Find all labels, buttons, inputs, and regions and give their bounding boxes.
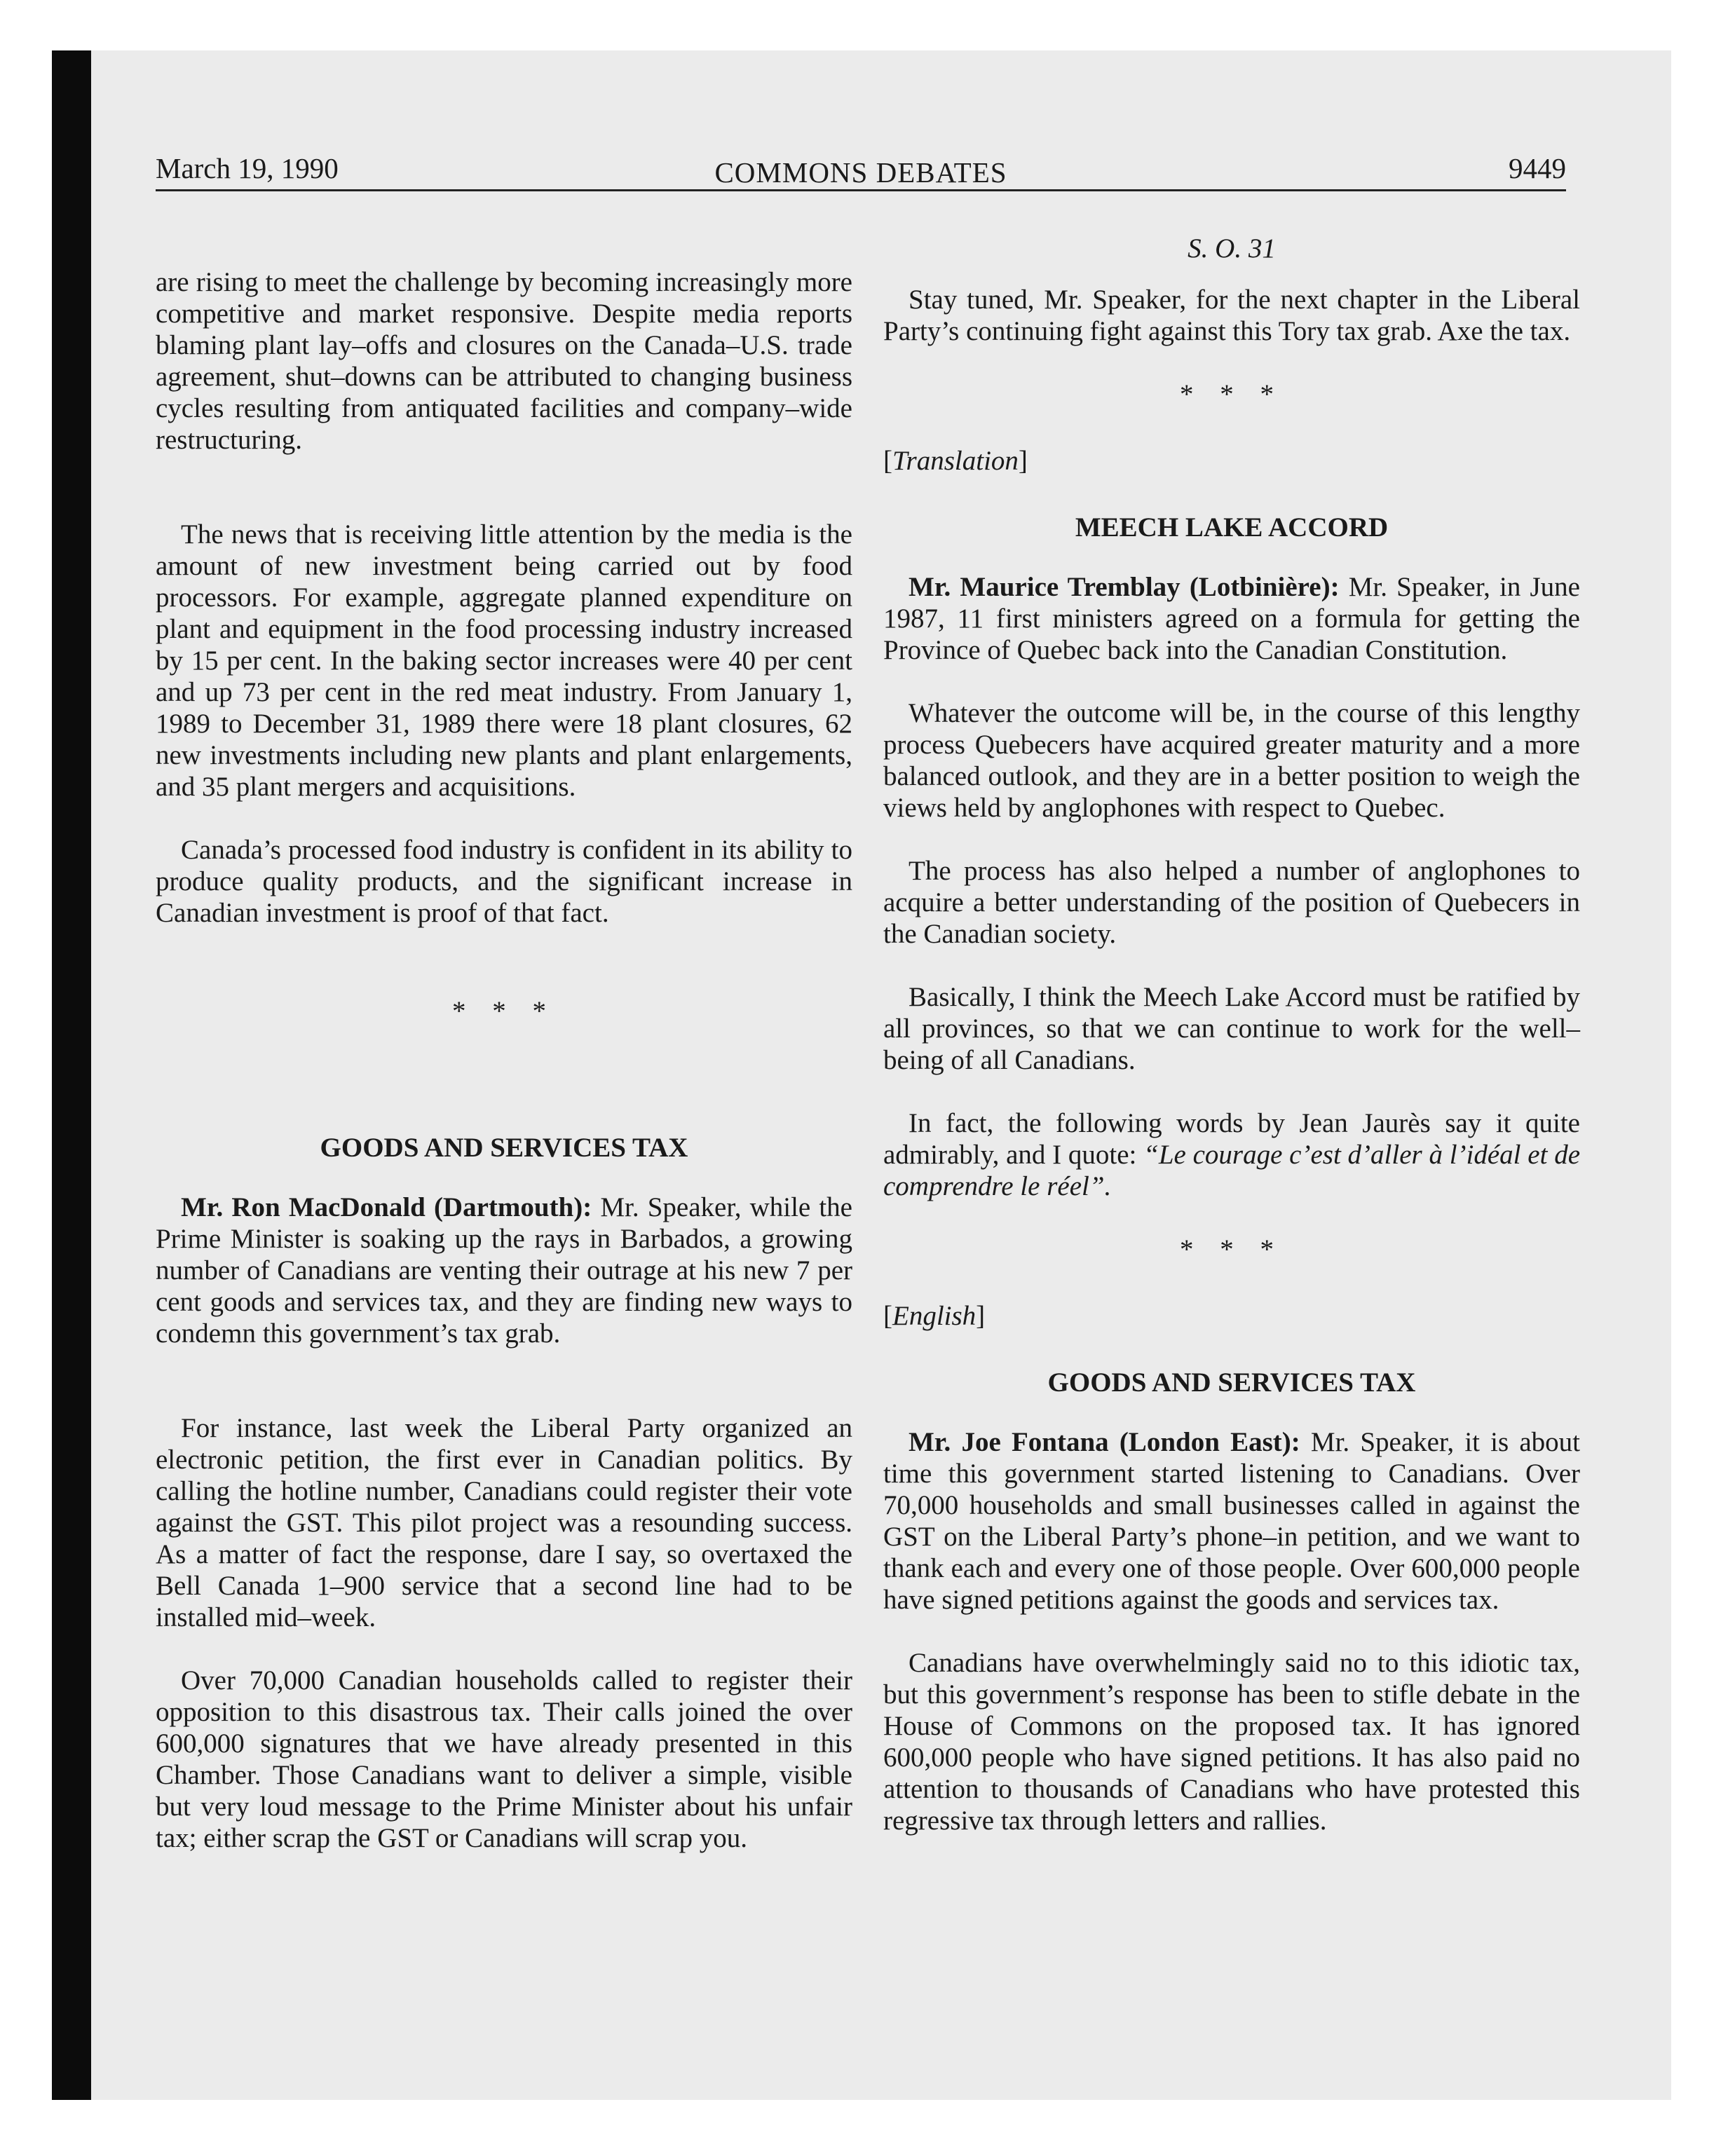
quotation: “Le courage c’est d’aller à l’idéal et de comprendre le réel”. [883,1140,1580,1201]
paragraph-text: Mr. Speaker, it is about time this government started listening to Canadians. Over 70,000 households and small businesses called in against the GST on the Liberal Party’s phone–in petition, and we want to thank each and every one of those people. Over 600,000 people have signed petitions against the goods and services tax. [883,1427,1581,1615]
section-heading: GOODS AND SERVICES TAX [320,1133,688,1163]
section-separator: * * * [452,996,556,1026]
english-label-text: English [892,1301,977,1331]
header-page-number: 9449 [1509,152,1566,184]
binding-edge [52,50,91,2100]
section-heading: GOODS AND SERVICES TAX [1047,1367,1416,1398]
paragraph: Basically, I think the Meech Lake Accord must be ratified by all provinces, so that we can continue to work for the well–being of all Canadians. [883,982,1580,1075]
paragraph-text: Mr. Speaker, in June 1987, 11 first ministers agreed on a formula for getting the Province of Quebec back into the Canadian Constitution. [883,572,1580,665]
paragraph: Stay tuned, Mr. Speaker, for the next chapter in the Liberal Party’s continuing fight against this Tory tax grab. Axe the tax. [883,285,1580,346]
paragraph: Over 70,000 Canadian households called to register their opposition to this disastrous tax. Their calls joined the over 600,000 signatures that we have already presented in this Chamber. Those Canadians want to deliver a simple, visible but very loud message to the Prime Minister about his unfair tax; either scrap the GST or Canadians will scrap you. [156,1665,852,1853]
paragraph: The process has also helped a number of anglophones to acquire a better understanding of the position of Quebecers in the Canadian society. [883,856,1580,949]
paragraph [883,1107,1580,1202]
standing-order-label: S. O. 31 [1188,233,1276,264]
speaker-name: Mr. Joe Fontana (London East): [909,1427,1300,1457]
paragraph: Whatever the outcome will be, in the course of this lengthy process Quebecers have acquired greater maturity and a more balanced outlook, and they are in a better position to weigh the views held by anglophones with respect to Quebec. [883,698,1580,823]
paragraph: The news that is receiving little attention by the media is the amount of new investment being carried out by food processors. For example, aggregate planned expenditure on plant and equipment in the food processing industry increased by 15 per cent. In the baking sector increases were 40 per cent and up 73 per cent in the red meat industry. From January 1, 1989 to December 31, 1989 there were 18 plant closures, 62 new investments including new plants and plant enlargements, and 35 plant mergers and acquisitions. [156,519,852,802]
header-rule [156,189,1566,191]
paragraph [883,1426,1580,1616]
paragraph: For instance, last week the Liberal Party organized an electronic petition, the first ever in Canadian politics. By calling the hotline number, Canadians could register their vote against the GST. This pilot project was a resounding success. As a matter of fact the response, dare I say, so overtaxed the Bell Canada 1–900 service that a second line had to be installed mid–week. [156,1413,852,1632]
section-heading: MEECH LAKE ACCORD [1075,512,1389,543]
left-column [156,266,852,1885]
section-separator: * * * [1180,379,1284,409]
paragraph-text: Mr. Speaker, while the Prime Minister is soaking up the rays in Barbados, a growing number of Canadians are venting their outrage at his new 7 per cent goods and services tax, and they are finding new ways to condemn this government’s tax grab. [156,1192,852,1349]
translation-label-text: Translation [892,446,1019,476]
translation-label: [Translation] [883,446,1028,476]
right-column [883,233,1581,1868]
paragraph [883,571,1580,666]
speaker-name: Mr. Ron MacDonald (Dartmouth): [181,1192,592,1222]
speaker-name: Mr. Maurice Tremblay (Lotbinière): [909,572,1340,602]
header-date: March 19, 1990 [156,152,339,184]
paragraph: are rising to meet the challenge by becoming increasingly more competitive and market responsive. Despite media reports blaming plant lay–offs and closures on the Canada–U.S. trade agreement, shut–downs can be attributed to changing business cycles resulting from antiquated facilities and company–wide restructuring. [156,267,852,455]
paragraph-text: In fact, the following words by Jean Jaurès say it quite admirably, and I quote: [883,1108,1580,1170]
paragraph: Canadians have overwhelmingly said no to this idiotic tax, but this government’s response has been to stifle debate in the House of Commons on the proposed tax. It has ignored 600,000 people who have signed petitions. It has also paid no attention to thousands of Canadians who have protested this regressive tax through letters and rallies. [883,1648,1580,1836]
header-title: COMMONS DEBATES [714,156,1007,189]
section-separator: * * * [1180,1234,1284,1264]
paragraph: Canada’s processed food industry is confident in its ability to produce quality products, and the significant increase in Canadian investment is proof of that fact. [156,835,852,928]
paragraph [156,1192,852,1349]
page-header [156,147,1566,189]
english-label: [English] [883,1301,986,1331]
